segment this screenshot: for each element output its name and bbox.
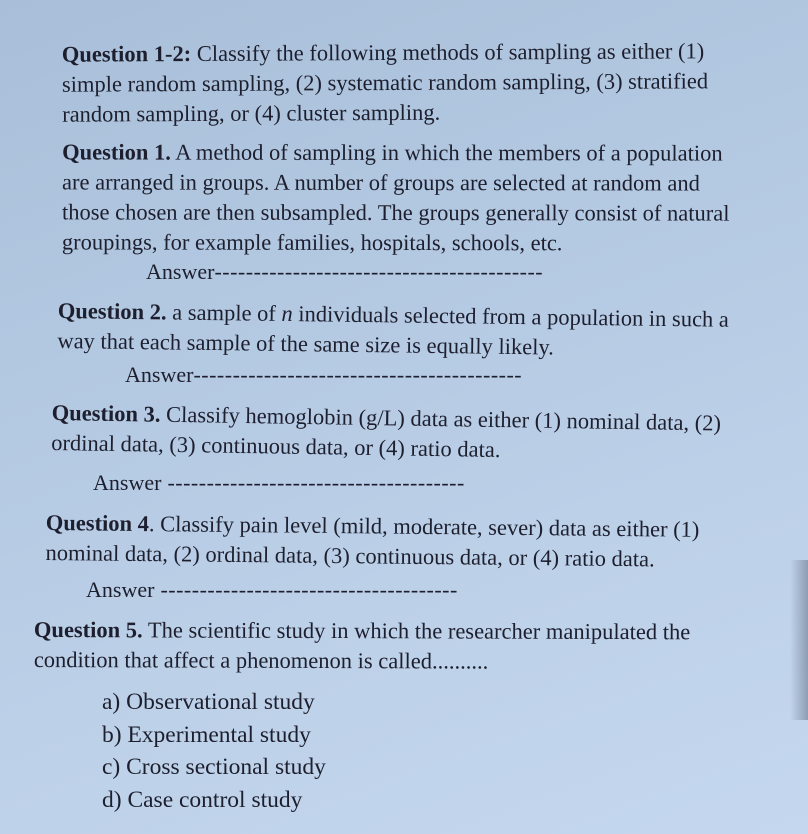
variable-n: n (281, 300, 293, 327)
question-4-line-1: Question 4. Classify pain level (mild, moderate, sever) data as either (1) (45, 509, 700, 542)
question-1-line-2: are arranged in groups. A number of groups are selected at random and (62, 169, 700, 196)
question-4 (45, 508, 699, 575)
option-c[interactable]: c) Cross sectional study (102, 754, 326, 780)
intro-instructions (62, 36, 709, 129)
question-1-line-4: groupings, for example families, hospitals, schools, etc. (61, 229, 563, 256)
intro-line-1: Question 1-2: Classify the following methods of sampling as either (1) (61, 38, 705, 67)
answer-label: Answer (86, 577, 155, 602)
question-4-line-2: nominal data, (2) ordinal data, (3) continuous data, or (4) ratio data. (45, 539, 655, 572)
question-1-label: Question 1. (62, 139, 171, 165)
question-5-options (102, 686, 326, 816)
question-5-label: Question 5. (33, 617, 143, 643)
answer-blank: ------------------------------------------ (214, 259, 544, 284)
question-2-answer-field[interactable] (125, 362, 522, 388)
question-1-answer-field[interactable] (146, 259, 543, 285)
option-a[interactable]: a) Observational study (102, 689, 315, 715)
question-2-line-2: way that each sample of the same size is equally likely. (57, 327, 555, 360)
question-5-line-2: condition that affect a phenomenon is called.......... (33, 646, 489, 674)
question-1-line-3: those chosen are then subsampled. The groups generally consist of natural (61, 199, 730, 226)
intro-label: Question 1-2: (61, 41, 192, 67)
question-1 (62, 137, 730, 258)
question-2-line-1: Question 2. a sample of n individuals selected from a population in such a (57, 297, 730, 332)
question-4-label: Question 4 (45, 509, 150, 537)
answer-label: Answer (146, 259, 215, 284)
question-3 (51, 398, 721, 469)
answer-blank: ------------------------------------------ (193, 362, 523, 387)
answer-blank: -------------------------------------- (154, 577, 458, 602)
question-3-label: Question 3. (51, 399, 161, 427)
question-2 (57, 296, 729, 365)
question-4-answer-field[interactable] (86, 577, 458, 603)
question-1-line-1: Question 1. A method of sampling in which the members of a population (62, 139, 723, 166)
question-5-line-1: Question 5. The scientific study in which the researcher manipulated the (33, 617, 691, 645)
option-b[interactable]: b) Experimental study (102, 721, 311, 748)
question-5 (34, 615, 690, 677)
option-d[interactable]: d) Case control study (102, 786, 303, 813)
question-3-line-1: Question 3. Classify hemoglobin (g/L) data as either (1) nominal data, (2) (51, 399, 722, 436)
answer-label: Answer (125, 362, 194, 387)
intro-line-2: simple random sampling, (2) systematic random sampling, (3) stratified (61, 68, 709, 97)
answer-blank: -------------------------------------- (161, 470, 465, 495)
intro-line-3: random sampling, or (4) cluster sampling. (62, 99, 441, 127)
question-2-label: Question 2. (57, 297, 167, 325)
question-3-answer-field[interactable] (93, 470, 465, 496)
question-3-line-2: ordinal data, (3) continuous data, or (4) ratio data. (51, 429, 501, 463)
answer-label: Answer (93, 470, 162, 495)
